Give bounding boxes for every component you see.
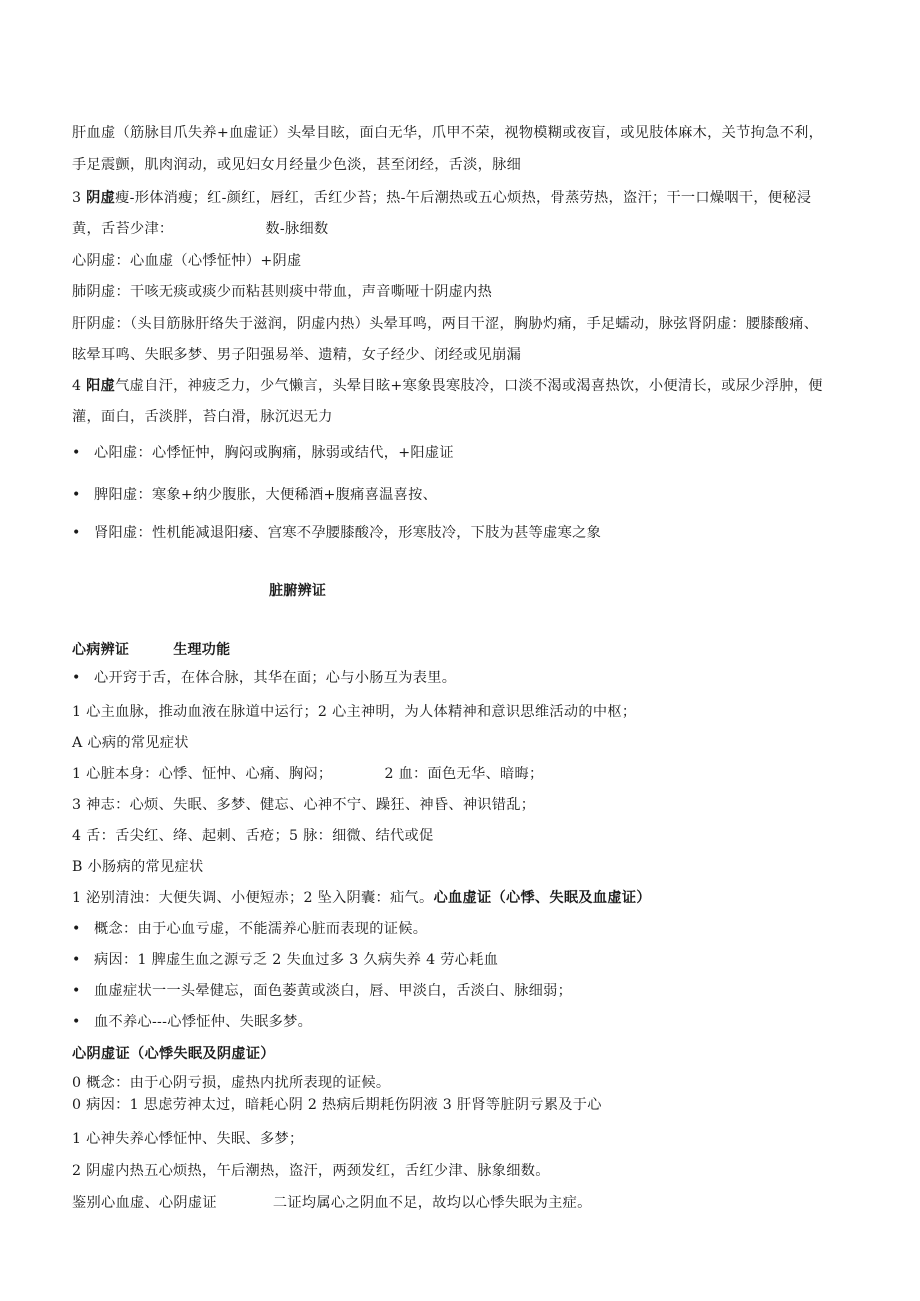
text-line: 心阴虚：心血虚（心悸怔忡）+阴虚 xyxy=(72,253,302,269)
text-segment: 二证均属心之阴血不足，故均以心悸失眠为主症。 xyxy=(272,1195,592,1211)
list-item-text: 心阳虚：心悸怔忡，胸闷或胸痛，脉弱或结代，+阳虚证 xyxy=(94,445,454,461)
section-title: 脏腑辨证 xyxy=(269,583,327,599)
item-text: 气虚自汗，神疲乏力，少气懒言，头晕目眩+寒象畏寒肢冷，口淡不渴或渴喜热饮，小便清长，或尿少浮肿，便 xyxy=(115,378,823,394)
text-line: 4 舌：舌尖红、绛、起刺、舌疮；5 脉：细微、结代或促 xyxy=(72,828,434,844)
list-item xyxy=(72,667,456,687)
text-line xyxy=(72,218,328,238)
item-number: 4 xyxy=(72,378,87,394)
list-item-text: 心开窍于舌，在体合脉，其华在面；心与小肠互为表里。 xyxy=(94,670,457,686)
text-line: 眩晕耳鸣、失眠多梦、男子阳强易举、遗精，女子经少、闭经或见崩漏 xyxy=(72,347,522,363)
bullet-icon: • xyxy=(72,952,81,968)
list-item-text: 肾阳虚：性机能减退阳痿、宫寒不孕腰膝酸冷，形寒肢冷，下肢为甚等虚寒之象 xyxy=(94,525,602,541)
text-line xyxy=(72,763,543,783)
bullet-icon: • xyxy=(72,670,81,686)
text-line: 0 病因：1 思虑劳神太过，暗耗心阴 2 热病后期耗伤阴液 3 肝肾等脏阴亏累及于心 xyxy=(72,1097,602,1113)
item-number: 3 xyxy=(72,190,87,206)
list-item xyxy=(72,442,454,462)
text-line: 肝血虚（筋脉目爪失养+血虚证）头晕目眩，面白无华，爪甲不荣，视物模糊或夜盲，或见肢体麻木，关节拘急不利， xyxy=(72,125,824,141)
list-item xyxy=(72,522,601,542)
list-item xyxy=(72,484,437,504)
text-segment: 数-脉细数 xyxy=(265,221,329,237)
text-line: 肝阴虚：（头目筋脉肝络失于滋润，阴虚内热）头晕耳鸣，两目干涩，胸胁灼痛，手足蠕动，脉弦肾阴虚：腰膝酸痛、 xyxy=(72,316,819,332)
list-item xyxy=(72,980,572,1000)
text-line xyxy=(72,187,811,207)
heading-part: 生理功能 xyxy=(173,642,231,658)
bullet-icon: • xyxy=(72,921,81,937)
subsection-heading xyxy=(72,639,230,659)
bullet-icon: • xyxy=(72,445,81,461)
subsection-heading: 心阴虚证（心悸失眠及阴虚证） xyxy=(72,1046,275,1062)
text-line: 灌，面白，舌淡胖，苔白滑，脉沉迟无力 xyxy=(72,409,333,425)
list-item-text: 病因：1 脾虚生血之源亏乏 2 失血过多 3 久病失养 4 劳心耗血 xyxy=(94,952,499,968)
item-heading: 阴虚 xyxy=(86,190,116,206)
text-line xyxy=(72,1192,592,1212)
bullet-icon: • xyxy=(72,1014,81,1030)
text-segment: 2 血：面色无华、暗晦； xyxy=(384,766,544,782)
list-item xyxy=(72,949,498,969)
text-line: 手足震颤，肌肉润动，或见妇女月经量少色淡，甚至闭经，舌淡，脉细 xyxy=(72,157,522,173)
text-line xyxy=(72,887,651,907)
text-line: 2 阴虚内热五心烦热，午后潮热，盗汗，两颈发红，舌红少津、脉象细数。 xyxy=(72,1163,550,1179)
bullet-icon: • xyxy=(72,983,81,999)
item-text: 瘦-形体消瘦；红-颜红，唇红，舌红少苔；热-午后潮热或五心烦热，骨蒸劳热，盗汗；干一口燥咽干，便秘浸 xyxy=(115,190,812,206)
text-line: A 心病的常见症状 xyxy=(72,735,189,751)
text-line: 肺阴虚：干咳无痰或痰少而粘甚则痰中带血，声音嘶哑十阴虚内热 xyxy=(72,284,493,300)
text-segment: 黄，舌苔少津： xyxy=(72,221,174,237)
item-heading: 阳虚 xyxy=(86,378,116,394)
text-line: 1 心神失养心悸怔忡、失眠、多梦； xyxy=(72,1131,304,1147)
text-segment: 鉴别心血虚、心阴虚证 xyxy=(72,1195,217,1211)
text-line: 3 神志：心烦、失眠、多梦、健忘、心神不宁、躁狂、神昏、神识错乱； xyxy=(72,797,536,813)
text-segment: 1 心脏本身：心悸、怔忡、心痛、胸闷； xyxy=(72,766,333,782)
bullet-icon: • xyxy=(72,487,81,503)
list-item xyxy=(72,1011,312,1031)
list-item-text: 概念：由于心血亏虚，不能濡养心脏而表现的证候。 xyxy=(94,921,428,937)
list-item xyxy=(72,918,427,938)
text-line xyxy=(72,375,823,395)
list-item-text: 脾阳虚：寒象+纳少腹胀，大便稀酒+腹痛喜温喜按、 xyxy=(94,487,438,503)
list-item-text: 血不养心---心悸怔仲、失眠多梦。 xyxy=(94,1014,313,1030)
text-line: 0 概念：由于心阴亏损，虚热内扰所表现的证候。 xyxy=(72,1075,391,1091)
text-segment: 1 泌别清浊：大便失调、小便短赤；2 坠入阴囊：疝气。 xyxy=(72,890,434,906)
bullet-icon: • xyxy=(72,525,81,541)
text-line: B 小肠病的常见症状 xyxy=(72,859,204,875)
text-line: 1 心主血脉，推动血液在脉道中运行；2 心主神明，为人体精神和意识思维活动的中枢； xyxy=(72,704,637,720)
inline-heading: 心血虚证（心悸、失眠及血虚证） xyxy=(433,890,651,906)
list-item-text: 血虚症状一一头晕健忘，面色萎黄或淡白，唇、甲淡白，舌淡白、脉细弱； xyxy=(94,983,573,999)
heading-part: 心病辨证 xyxy=(72,642,130,658)
